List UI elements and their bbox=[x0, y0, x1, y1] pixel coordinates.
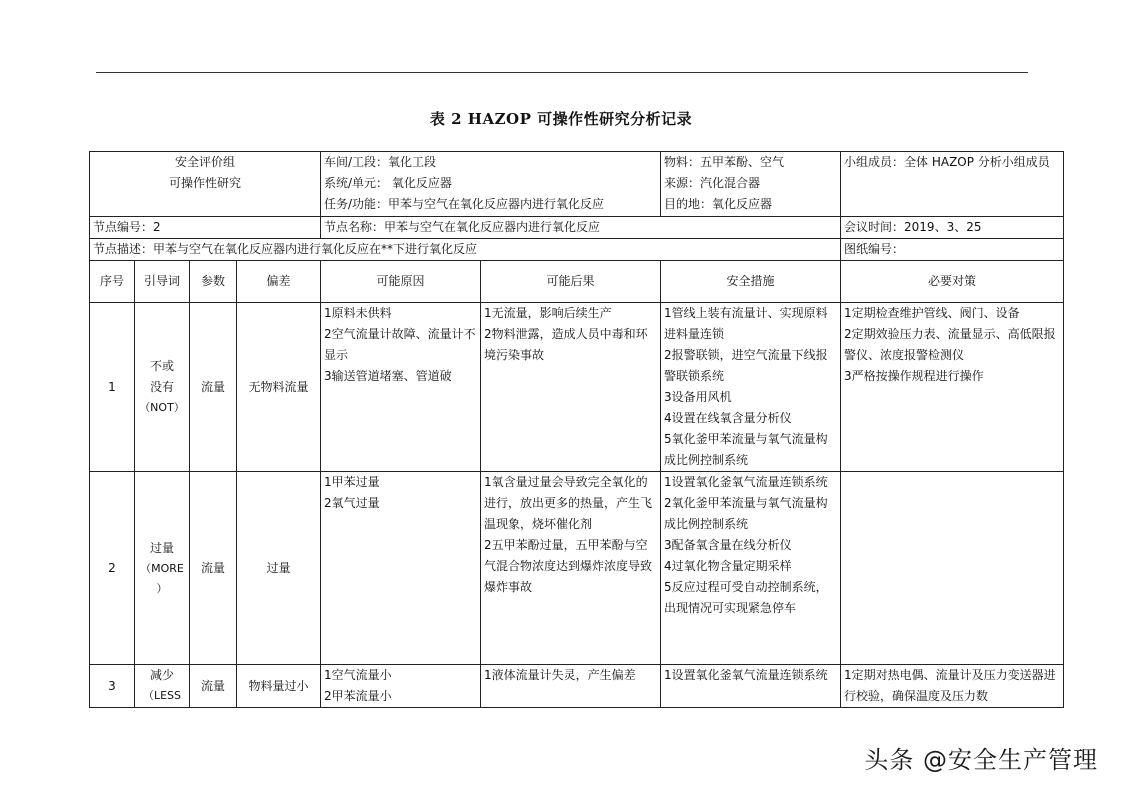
guide-line: 过量 bbox=[149, 540, 174, 555]
source-text: 来源：汽化混合器 bbox=[664, 176, 761, 190]
col-header: 参数 bbox=[190, 261, 237, 303]
table-row bbox=[90, 665, 1064, 708]
action-item: 1定期对热电偶、流量计及压力变送器进行校验，确保温度及压力数 bbox=[844, 668, 1056, 703]
row-consequences bbox=[481, 472, 661, 665]
hazop-table bbox=[89, 151, 1064, 708]
row-measures bbox=[661, 303, 841, 472]
action-item: 3严格按操作规程进行操作 bbox=[844, 369, 984, 383]
consequence-item: 1无流量，影响后续生产 bbox=[484, 306, 612, 320]
node-name-cell bbox=[321, 217, 841, 239]
cause-item: 2氧气过量 bbox=[324, 496, 380, 510]
guide-line: （NOT） bbox=[139, 401, 185, 414]
guide-line: 没有 bbox=[149, 380, 174, 394]
group-cell bbox=[90, 152, 321, 217]
guide-line: 不或 bbox=[149, 359, 174, 373]
consequence-item: 2五甲苯酚过量，五甲苯酚与空气混合物浓度达到爆炸浓度导致爆炸事故 bbox=[484, 538, 653, 594]
measure-item: 2氧化釜甲苯流量与氧气流量构成比例控制系统 bbox=[664, 496, 828, 531]
col-header: 可能原因 bbox=[321, 261, 481, 303]
consequence-item: 1液体流量计失灵，产生偏差 bbox=[484, 668, 636, 682]
row-measures bbox=[661, 472, 841, 665]
node-no-cell bbox=[90, 217, 321, 239]
guide-line: （LESS bbox=[142, 689, 182, 702]
guide-line: ） bbox=[156, 581, 168, 595]
row-param: 流量 bbox=[190, 472, 237, 665]
node-no-text: 节点编号：2 bbox=[93, 220, 161, 234]
row-no: 2 bbox=[90, 472, 135, 665]
measure-item: 3设备用风机 bbox=[664, 390, 732, 404]
row-causes bbox=[321, 665, 481, 708]
cause-item: 3输送管道堵塞、管道破 bbox=[324, 369, 452, 383]
group-line1: 安全评价组 bbox=[175, 155, 236, 169]
material-text: 物料：五甲苯酚、空气 bbox=[664, 155, 785, 169]
row-deviation: 过量 bbox=[237, 472, 321, 665]
task-text: 任务/功能：甲苯与空气在氧化反应器内进行氧化反应 bbox=[324, 197, 605, 211]
workshop-cell bbox=[321, 152, 661, 217]
members-text: 小组成员：全体 HAZOP 分析小组成员 bbox=[844, 155, 1050, 169]
col-header: 可能后果 bbox=[481, 261, 661, 303]
row-measures bbox=[661, 665, 841, 708]
meeting-time-text: 会议时间：2019、3、25 bbox=[844, 220, 982, 234]
row-param: 流量 bbox=[190, 665, 237, 708]
cause-item: 1空气流量小 bbox=[324, 668, 392, 682]
action-item: 2定期效验压力表、流量显示、高低限报警仪、浓度报警检测仪 bbox=[844, 327, 1056, 362]
action-item: 1定期检查维护管线、阀门、设备 bbox=[844, 306, 1020, 320]
table-row bbox=[90, 303, 1064, 472]
row-param: 流量 bbox=[190, 303, 237, 472]
col-header: 必要对策 bbox=[841, 261, 1064, 303]
col-header: 安全措施 bbox=[661, 261, 841, 303]
group-line2: 可操作性研究 bbox=[169, 176, 242, 190]
col-header: 引导词 bbox=[135, 261, 190, 303]
measure-item: 5氧化釜甲苯流量与氧气流量构成比例控制系统 bbox=[664, 432, 828, 467]
guide-line: （MORE bbox=[140, 561, 184, 575]
measure-item: 3配备氧含量在线分析仪 bbox=[664, 538, 792, 552]
page-title: 表 2 HAZOP 可操作性研究分析记录 bbox=[429, 110, 693, 128]
col-header: 序号 bbox=[90, 261, 135, 303]
row-deviation: 无物料流量 bbox=[237, 303, 321, 472]
measure-item: 5反应过程可受自动控制系统，出现情况可实现紧急停车 bbox=[664, 580, 828, 615]
destination-text: 目的地：氧化反应器 bbox=[664, 197, 773, 211]
system-text: 系统/单元： 氧化反应器 bbox=[324, 176, 452, 190]
row-guide bbox=[135, 303, 190, 472]
consequence-item: 1氧含量过量会导致完全氧化的进行，放出更多的热量，产生飞温现象，烧坏催化剂 bbox=[484, 475, 653, 531]
guide-line: 减少 bbox=[149, 668, 174, 682]
row-guide bbox=[135, 472, 190, 665]
table-row bbox=[90, 472, 1064, 665]
consequence-item: 2物料泄露，造成人员中毒和环境污染事故 bbox=[484, 327, 648, 362]
watermark-text: 头条 @安全生产管理 bbox=[864, 746, 1098, 774]
col-header: 偏差 bbox=[237, 261, 321, 303]
row-causes bbox=[321, 472, 481, 665]
cause-item: 2甲苯流量小 bbox=[324, 689, 392, 703]
row-actions bbox=[841, 472, 1064, 665]
node-desc-cell bbox=[90, 239, 841, 261]
workshop-text: 车间/工段：氧化工段 bbox=[324, 155, 437, 169]
cause-item: 2空气流量计故障、流量计不显示 bbox=[324, 327, 476, 362]
row-causes bbox=[321, 303, 481, 472]
row-guide bbox=[135, 665, 190, 708]
cause-item: 1原料未供料 bbox=[324, 306, 392, 320]
measure-item: 4过氧化物含量定期采样 bbox=[664, 559, 792, 573]
measure-item: 1设置氧化釜氧气流量连锁系统 bbox=[664, 475, 828, 489]
row-no: 1 bbox=[90, 303, 135, 472]
row-consequences bbox=[481, 303, 661, 472]
row-actions bbox=[841, 303, 1064, 472]
measure-item: 4设置在线氧含量分析仪 bbox=[664, 411, 792, 425]
node-name-text: 节点名称：甲苯与空气在氧化反应器内进行氧化反应 bbox=[324, 220, 601, 234]
drawing-no-text: 图纸编号： bbox=[844, 242, 905, 256]
row-no: 3 bbox=[90, 665, 135, 708]
cause-item: 1甲苯过量 bbox=[324, 475, 380, 489]
members-cell bbox=[841, 152, 1064, 217]
node-desc-text: 节点描述：甲苯与空气在氧化反应器内进行氧化反应在**下进行氧化反应 bbox=[93, 242, 478, 256]
measure-item: 1设置氧化釜氧气流量连锁系统 bbox=[664, 668, 828, 682]
drawing-no-cell bbox=[841, 239, 1064, 261]
row-deviation: 物料量过小 bbox=[237, 665, 321, 708]
top-rule bbox=[96, 72, 1028, 73]
measure-item: 1管线上装有流量计、实现原料进料量连锁 bbox=[664, 306, 828, 341]
meeting-time-cell bbox=[841, 217, 1064, 239]
material-cell bbox=[661, 152, 841, 217]
row-consequences bbox=[481, 665, 661, 708]
row-actions bbox=[841, 665, 1064, 708]
measure-item: 2报警联锁，进空气流量下线报警联锁系统 bbox=[664, 348, 828, 383]
